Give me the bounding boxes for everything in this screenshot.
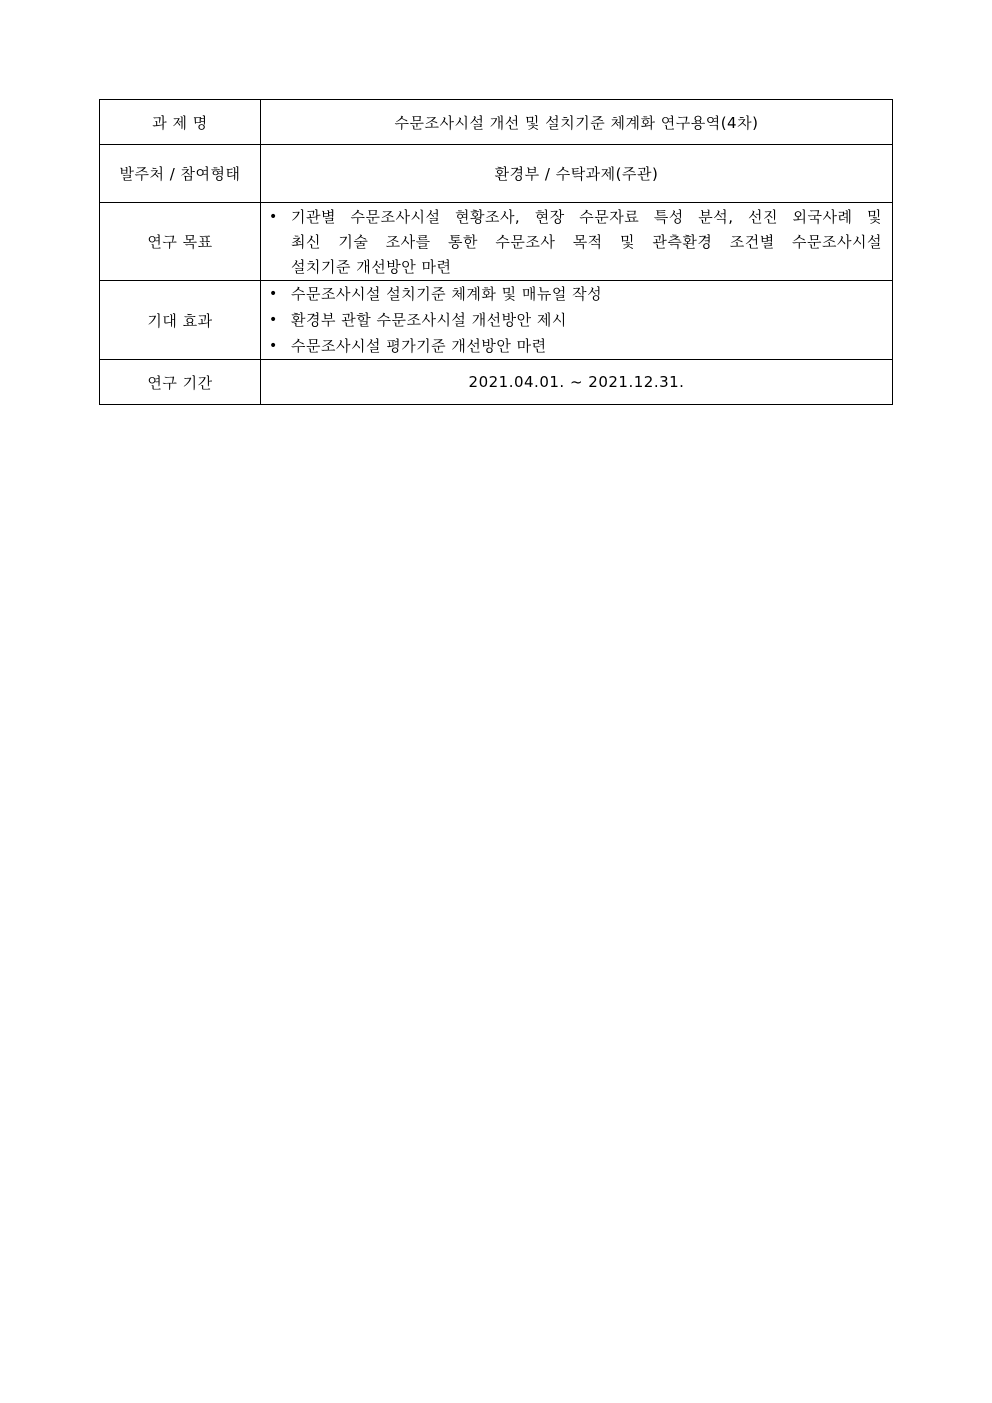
row-client <box>100 145 893 203</box>
value-client: 환경부 / 수탁과제(주관) <box>261 145 893 203</box>
label-research-period: 연구 기간 <box>100 360 261 405</box>
row-project-title <box>100 100 893 145</box>
value-research-period: 2021.04.01. ~ 2021.12.31. <box>261 360 893 405</box>
row-research-goal <box>100 203 893 281</box>
label-expected-effect: 기대 효과 <box>100 281 261 360</box>
label-project-title: 과 제 명 <box>100 100 261 145</box>
goal-line-1: 기관별 수문조사시설 현황조사, 현장 수문자료 특성 분석, 선진 외국사례 및 <box>291 208 882 226</box>
label-research-goal: 연구 목표 <box>100 203 261 281</box>
value-project-title: 수문조사시설 개선 및 설치기준 체계화 연구용역(4차) <box>261 100 893 145</box>
bullet-icon: • <box>269 286 278 302</box>
bullet-icon: • <box>269 338 278 354</box>
effect-list-item: • 환경부 관할 수문조사시설 개선방안 제시 <box>269 307 882 333</box>
effect-list-item: • 수문조사시설 설치기준 체계화 및 매뉴얼 작성 <box>269 281 882 307</box>
bullet-icon: • <box>269 209 278 225</box>
project-summary-table <box>99 99 893 405</box>
goal-line-2: 최신 기술 조사를 통한 수문조사 목적 및 관측환경 조건별 수문조사시설 <box>291 233 882 251</box>
goal-bullet-item <box>269 205 882 230</box>
value-expected-effect <box>261 281 893 360</box>
value-research-goal <box>261 203 893 281</box>
row-research-period <box>100 360 893 405</box>
goal-line-3: 설치기준 개선방안 마련 <box>291 258 452 276</box>
row-expected-effect <box>100 281 893 360</box>
bullet-icon: • <box>269 312 278 328</box>
label-client: 발주처 / 참여형태 <box>100 145 261 203</box>
effect-list-item: • 수문조사시설 평가기준 개선방안 마련 <box>269 333 882 359</box>
